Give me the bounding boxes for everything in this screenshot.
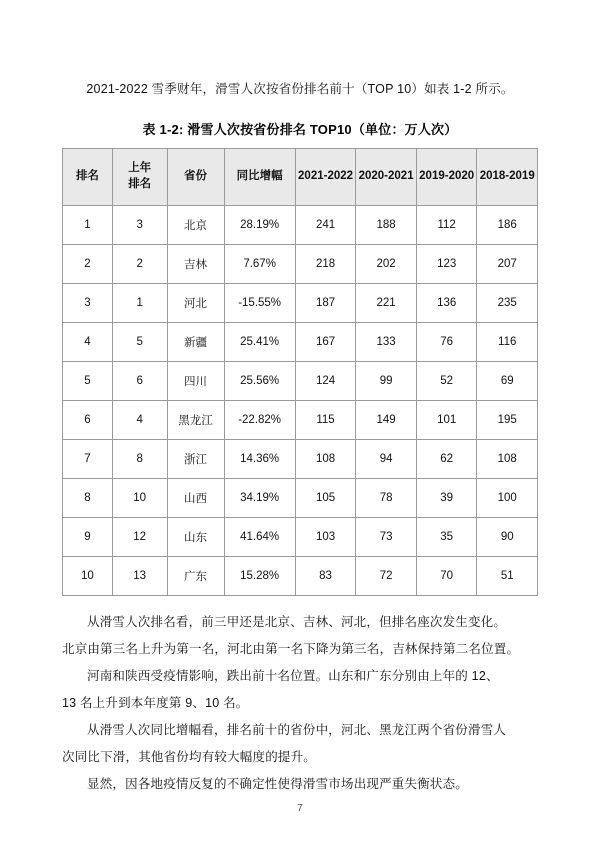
- cell-province: 浙江: [167, 439, 224, 478]
- cell-2019-2020: 76: [416, 322, 477, 361]
- paragraph-2-line-1: 河南和陕西受疫情影响，跌出前十名位置。山东和广东分别由上年的 12、: [87, 668, 499, 683]
- cell-prev-rank: 1: [112, 283, 167, 322]
- cell-growth: 15.28%: [224, 556, 295, 595]
- cell-2021-2022: 115: [295, 400, 356, 439]
- cell-2020-2021: 99: [356, 361, 417, 400]
- cell-2021-2022: 187: [295, 283, 356, 322]
- table-row: [63, 244, 538, 283]
- col-header-province: 省份: [167, 148, 224, 205]
- table-row: [63, 283, 538, 322]
- table-row: [63, 517, 538, 556]
- cell-2018-2019: 207: [477, 244, 538, 283]
- cell-province: 四川: [167, 361, 224, 400]
- cell-2021-2022: 108: [295, 439, 356, 478]
- ski-ranking-table: [62, 148, 538, 596]
- col-header-rank: 排名: [63, 148, 113, 205]
- paragraph-3-line-2: 次同比下滑，其他省份均有较大幅度的提升。: [62, 749, 317, 764]
- cell-2018-2019: 108: [477, 439, 538, 478]
- cell-2021-2022: 103: [295, 517, 356, 556]
- cell-growth: 7.67%: [224, 244, 295, 283]
- cell-province: 北京: [167, 205, 224, 244]
- col-header-growth: 同比增幅: [224, 148, 295, 205]
- cell-province: 黑龙江: [167, 400, 224, 439]
- table-row: [63, 556, 538, 595]
- table-caption: 表 1-2: 滑雪人次按省份排名 TOP10（单位：万人次）: [142, 121, 458, 137]
- cell-2018-2019: 116: [477, 322, 538, 361]
- paragraph-1-line-1: 从滑雪人次排名看，前三甲还是北京、吉林、河北，但排名座次发生变化。: [87, 614, 507, 629]
- cell-2021-2022: 218: [295, 244, 356, 283]
- cell-2020-2021: 221: [356, 283, 417, 322]
- col-header-prev-rank-line2: 排名: [128, 177, 152, 190]
- cell-2018-2019: 195: [477, 400, 538, 439]
- col-header-2018-2019: 2018-2019: [477, 148, 538, 205]
- cell-rank: 3: [63, 283, 113, 322]
- cell-rank: 7: [63, 439, 113, 478]
- cell-2021-2022: 83: [295, 556, 356, 595]
- cell-2019-2020: 52: [416, 361, 477, 400]
- cell-prev-rank: 2: [112, 244, 167, 283]
- paragraph-3-line-1: 从滑雪人次同比增幅看，排名前十的省份中，河北、黑龙江两个省份滑雪人: [87, 722, 507, 737]
- cell-growth: -22.82%: [224, 400, 295, 439]
- cell-2021-2022: 124: [295, 361, 356, 400]
- cell-province: 河北: [167, 283, 224, 322]
- cell-province: 吉林: [167, 244, 224, 283]
- cell-rank: 8: [63, 478, 113, 517]
- cell-prev-rank: 6: [112, 361, 167, 400]
- cell-2020-2021: 202: [356, 244, 417, 283]
- col-header-2020-2021: 2020-2021: [356, 148, 417, 205]
- intro-paragraph: 2021-2022 雪季财年，滑雪人次按省份排名前十（TOP 10）如表 1-2 所示。: [86, 82, 514, 96]
- table-header-row: [63, 148, 538, 205]
- cell-2020-2021: 149: [356, 400, 417, 439]
- table-row: [63, 322, 538, 361]
- cell-2021-2022: 241: [295, 205, 356, 244]
- page-number: 7: [297, 803, 303, 814]
- cell-2020-2021: 94: [356, 439, 417, 478]
- cell-2019-2020: 101: [416, 400, 477, 439]
- cell-2020-2021: 78: [356, 478, 417, 517]
- cell-2019-2020: 62: [416, 439, 477, 478]
- cell-prev-rank: 8: [112, 439, 167, 478]
- cell-prev-rank: 4: [112, 400, 167, 439]
- cell-growth: 34.19%: [224, 478, 295, 517]
- cell-2019-2020: 39: [416, 478, 477, 517]
- cell-rank: 6: [63, 400, 113, 439]
- cell-prev-rank: 5: [112, 322, 167, 361]
- cell-2020-2021: 133: [356, 322, 417, 361]
- cell-growth: 41.64%: [224, 517, 295, 556]
- cell-2019-2020: 70: [416, 556, 477, 595]
- cell-2019-2020: 35: [416, 517, 477, 556]
- cell-2018-2019: 100: [477, 478, 538, 517]
- col-header-prev-rank: [112, 148, 167, 205]
- cell-2021-2022: 105: [295, 478, 356, 517]
- col-header-prev-rank-line1: 上年: [128, 161, 152, 174]
- cell-growth: 14.36%: [224, 439, 295, 478]
- cell-rank: 1: [63, 205, 113, 244]
- table-row: [63, 478, 538, 517]
- paragraph-1-line-2: 北京由第三名上升为第一名，河北由第一名下降为第三名，吉林保持第二名位置。: [62, 641, 520, 656]
- paragraph-2-line-2: 13 名上升到本年度第 9、10 名。: [62, 695, 249, 710]
- cell-province: 新疆: [167, 322, 224, 361]
- analysis-text: [62, 610, 538, 797]
- table-row: [63, 205, 538, 244]
- cell-growth: 25.41%: [224, 322, 295, 361]
- cell-2018-2019: 69: [477, 361, 538, 400]
- cell-prev-rank: 13: [112, 556, 167, 595]
- cell-2019-2020: 123: [416, 244, 477, 283]
- cell-2018-2019: 90: [477, 517, 538, 556]
- cell-growth: 28.19%: [224, 205, 295, 244]
- table-row: [63, 361, 538, 400]
- cell-growth: -15.55%: [224, 283, 295, 322]
- table-row: [63, 439, 538, 478]
- cell-prev-rank: 10: [112, 478, 167, 517]
- cell-rank: 5: [63, 361, 113, 400]
- cell-province: 山东: [167, 517, 224, 556]
- cell-2020-2021: 72: [356, 556, 417, 595]
- cell-2019-2020: 136: [416, 283, 477, 322]
- cell-rank: 9: [63, 517, 113, 556]
- cell-2018-2019: 186: [477, 205, 538, 244]
- cell-prev-rank: 12: [112, 517, 167, 556]
- paragraph-4: 显然，因各地疫情反复的不确定性使得滑雪市场出现严重失衡状态。: [87, 776, 469, 791]
- cell-growth: 25.56%: [224, 361, 295, 400]
- cell-prev-rank: 3: [112, 205, 167, 244]
- col-header-2019-2020: 2019-2020: [416, 148, 477, 205]
- cell-2018-2019: 235: [477, 283, 538, 322]
- cell-2020-2021: 73: [356, 517, 417, 556]
- cell-province: 山西: [167, 478, 224, 517]
- cell-province: 广东: [167, 556, 224, 595]
- cell-rank: 10: [63, 556, 113, 595]
- cell-rank: 4: [63, 322, 113, 361]
- col-header-2021-2022: 2021-2022: [295, 148, 356, 205]
- cell-2018-2019: 51: [477, 556, 538, 595]
- cell-2019-2020: 112: [416, 205, 477, 244]
- cell-rank: 2: [63, 244, 113, 283]
- cell-2021-2022: 167: [295, 322, 356, 361]
- cell-2020-2021: 188: [356, 205, 417, 244]
- table-row: [63, 400, 538, 439]
